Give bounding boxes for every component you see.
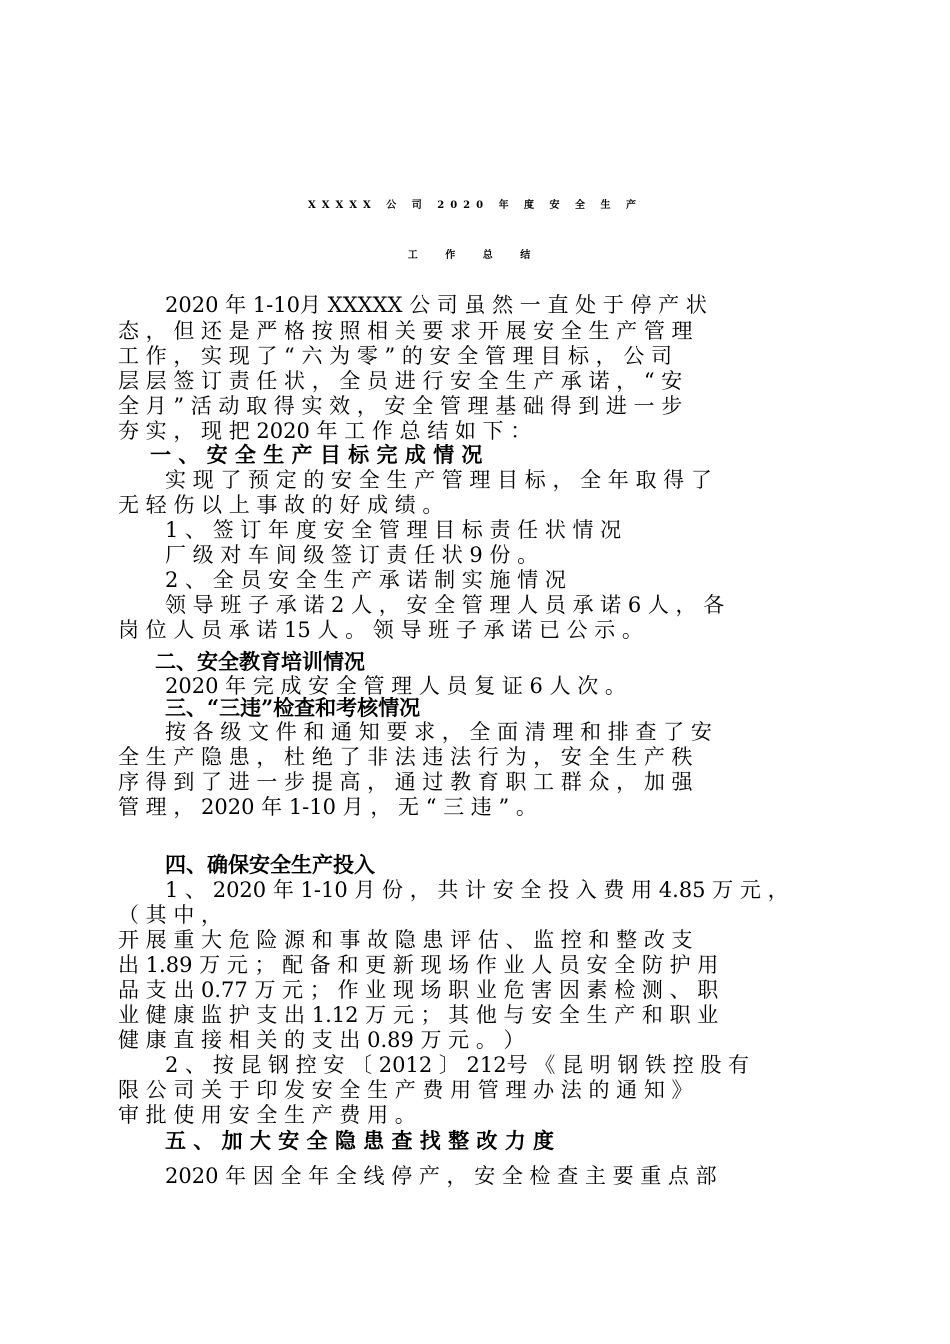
section-4-text-line: 出 1.89 万 元 ； 配 备 和 更 新 现 场 作 业 人 员 安 全 防 护 用: [118, 953, 719, 977]
section-4-text-line: 开 展 重 大 危 险 源 和 事 故 隐 患 评 估 、 监 控 和 整 改 支: [118, 928, 693, 952]
section-3-heading: 三、“三违”检查和考核情况: [165, 695, 421, 720]
section-4-text-line: 限 公 司 关 于 印 发 安 全 生 产 费 用 管 理 办 法 的 通 知 》: [118, 1078, 693, 1102]
document-title-line-2: 工 作 总 结: [407, 250, 543, 261]
section-4-text-line: 审 批 使 用 安 全 生 产 费 用 。: [118, 1103, 416, 1127]
intro-line: 态 ， 但 还 是 严 格 按 照 相 关 要 求 开 展 安 全 生 产 管 理: [118, 319, 693, 343]
section-4-text-line: （ 其 中 ，: [118, 903, 223, 927]
section-4-text-line: 品 支 出 0.77 万 元 ； 作 业 现 场 职 业 危 害 因 素 检 测 、 职: [118, 978, 719, 1002]
section-1-paragraph-line: 无 轻 伤 以 上 事 故 的 好 成 绩 。: [118, 493, 444, 517]
section-3-text-line: 序 得 到 了 进 一 步 提 高 ， 通 过 教 育 职 工 群 众 ， 加 强: [118, 770, 693, 794]
section-5-heading: 五 、 加 大 安 全 隐 患 查 找 整 改 力 度: [165, 1128, 555, 1153]
section-1-subtext-2: 领 导 班 子 承 诺 2 人 ， 安 全 管 理 人 员 承 诺 6 人 ， 各: [165, 593, 725, 617]
section-1-paragraph-line: 实 现 了 预 定 的 安 全 生 产 管 理 目 标 ， 全 年 取 得 了: [165, 468, 712, 492]
intro-line: 夯 实 ， 现 把 2020 年 工 作 总 结 如 下 ：: [118, 419, 532, 443]
section-5-text: 2020 年 因 全 年 全 线 停 产 ， 安 全 检 查 主 要 重 点 部: [165, 1164, 717, 1188]
section-1-subtext-1: 厂 级 对 车 间 级 签 订 责 任 状 9 份 。: [165, 543, 539, 567]
section-4-heading: 四、确保安全生产投入: [165, 852, 375, 877]
section-1-subheading-2: 2 、 全 员 安 全 生 产 承 诺 制 实 施 情 况: [165, 568, 566, 592]
section-2-text: 2020 年 完 成 安 全 管 理 人 员 复 证 6 人 次 。: [165, 674, 626, 698]
section-2-heading: 二、安全教育培训情况: [155, 649, 365, 674]
section-4-text-line: 业 健 康 监 护 支 出 1.12 万 元 ； 其 他 与 安 全 生 产 和 职 业: [118, 1003, 719, 1027]
section-1-subheading-1: 1 、 签 订 年 度 安 全 管 理 目 标 责 任 状 情 况: [165, 518, 622, 542]
intro-line: 层 层 签 订 责 任 状 ， 全 员 进 行 安 全 生 产 承 诺 ， “ 安: [118, 369, 683, 393]
section-1-subtext-2: 岗 位 人 员 承 诺 15 人 。 领 导 班 子 承 诺 已 公 示 。: [118, 618, 643, 642]
intro-line: 2020 年 1-10月 XXXXX 公 司 虽 然 一 直 处 于 停 产 状: [165, 293, 707, 317]
intro-line: 全 月 ” 活 动 取 得 实 效 ， 安 全 管 理 基 础 得 到 进 一 步: [118, 394, 683, 418]
section-4-text-line: 2 、 按 昆 钢 控 安 〔 2012 〕 212号 《 昆 明 钢 铁 控 股 有: [165, 1053, 750, 1077]
intro-line: 工 作 ， 实 现 了 “ 六 为 零 ” 的 安 全 管 理 目 标 ， 公 司: [118, 344, 672, 368]
section-3-text-line: 按 各 级 文 件 和 通 知 要 求 ， 全 面 清 理 和 排 查 了 安: [165, 720, 712, 744]
section-3-text-line: 全 生 产 隐 患 ， 杜 绝 了 非 法 违 法 行 为 ， 安 全 生 产 秩: [118, 745, 693, 769]
section-1-heading: 一 、 安 全 生 产 目 标 完 成 情 况: [150, 442, 483, 467]
section-3-text-line: 管 理 ， 2020 年 1-10 月 ， 无 “ 三 违 ” 。: [118, 795, 537, 819]
section-4-text-line: 健 康 直 接 相 关 的 支 出 0.89 万 元 。 ）: [118, 1028, 525, 1052]
document-title-line-1: XXXXX 公 司 2020 年 度 安 全 生 产: [308, 200, 642, 211]
section-4-text-line: 1 、 2020 年 1-10 月 份 ， 共 计 安 全 投 入 费 用 4.85 万 元 ，: [165, 878, 789, 902]
